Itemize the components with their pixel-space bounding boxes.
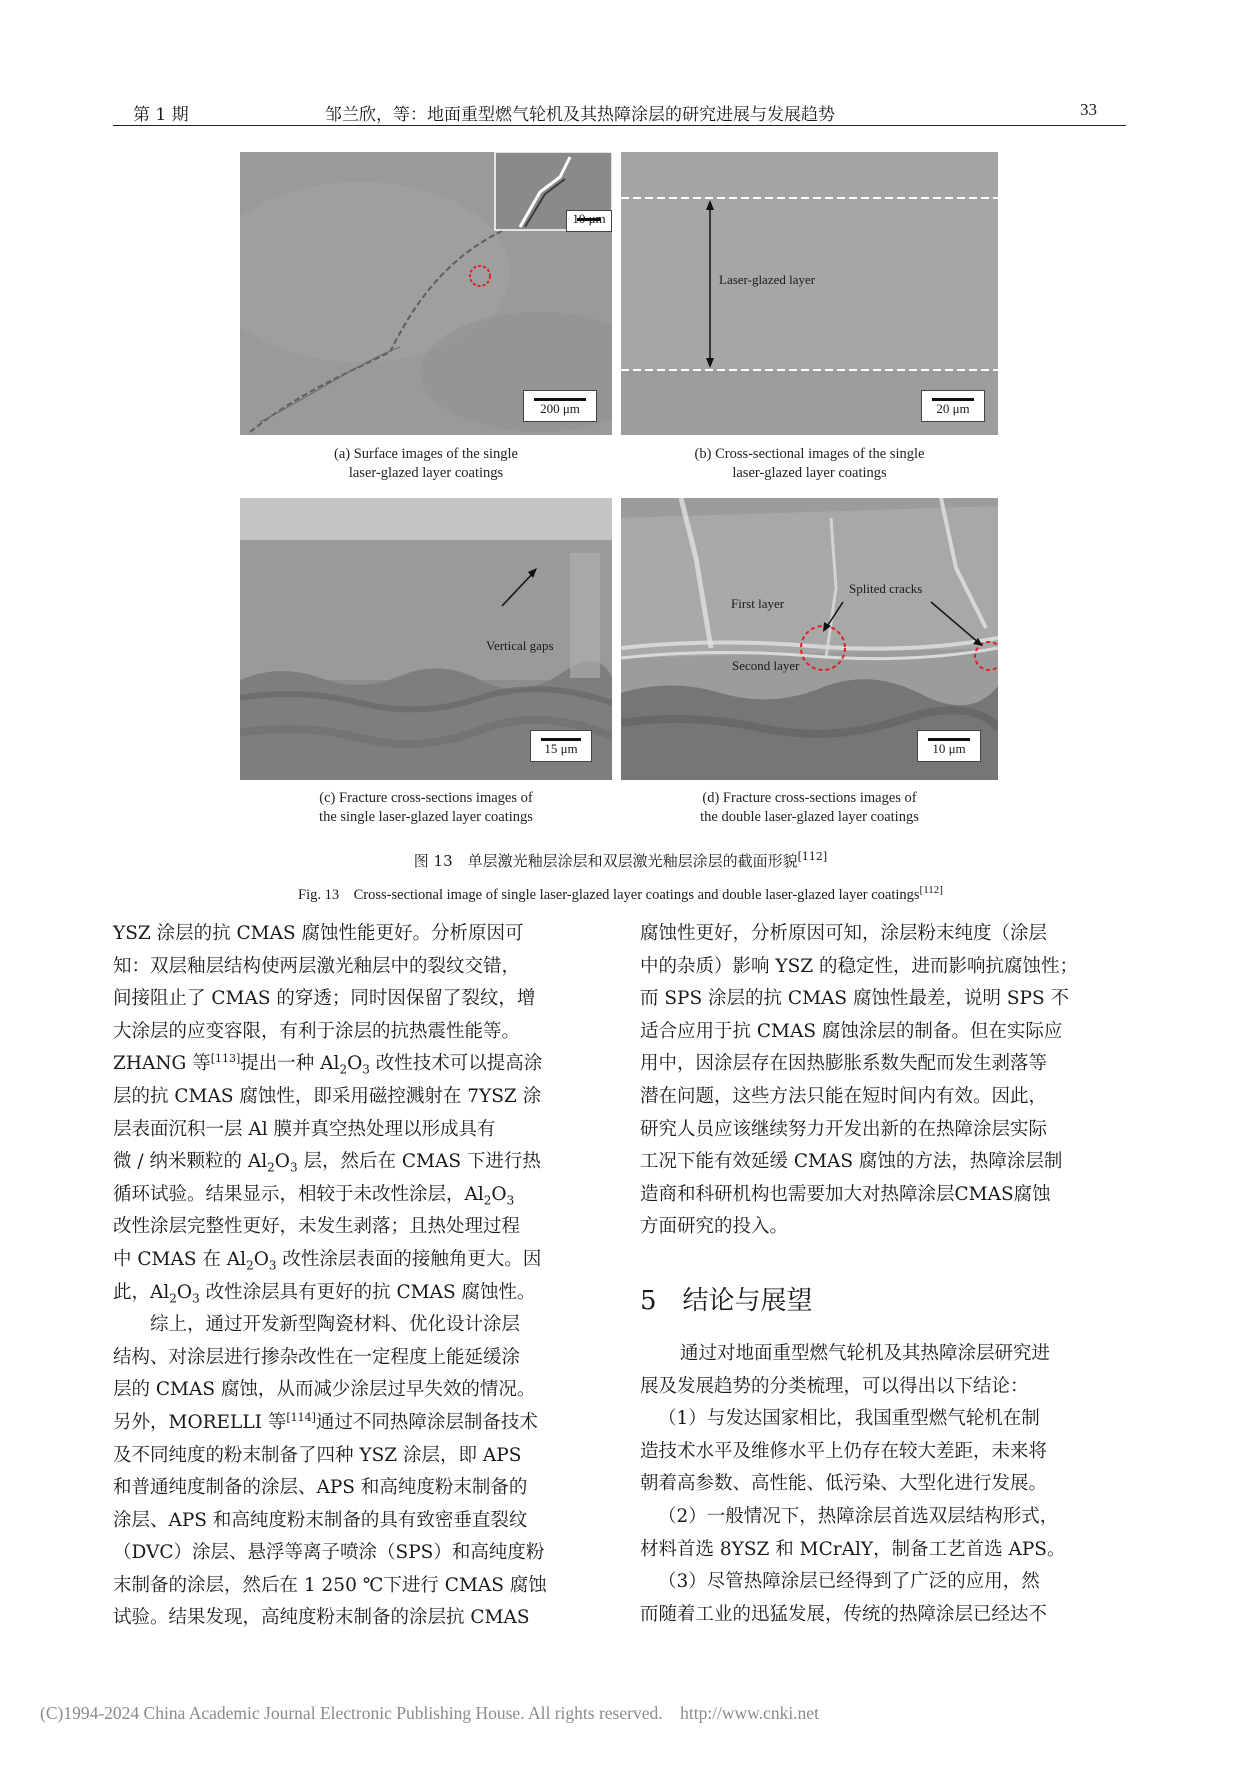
text-line: 涂层、APS 和高纯度粉末制备的具有致密垂直裂纹 <box>113 1509 528 1531</box>
text-line: 造商和科研机构也需要加大对热障涂层CMAS腐蚀 <box>640 1183 1051 1205</box>
text-line: 微 / 纳米颗粒的 $Al_2O_3$ 层，然后在 CMAS 下进行热 <box>113 1151 541 1175</box>
inset-scale-bar: 10 μm <box>566 210 612 232</box>
text-line: 用中，因涂层存在因热膨胀系数失配而发生剥落等 <box>640 1053 1048 1075</box>
second-layer-label: Second layer <box>732 658 800 673</box>
text-line: 工况下能有效延缓 CMAS 腐蚀的方法，热障涂层制 <box>640 1151 1063 1173</box>
laser-glazed-layer-label: Laser-glazed layer <box>719 272 816 287</box>
first-layer-label: First layer <box>731 596 785 611</box>
text-line: 研究人员应该继续努力开发出新的在热障涂层实际 <box>640 1118 1048 1140</box>
text-line: （DVC）涂层、悬浮等离子喷涂（SPS）和高纯度粉 <box>113 1542 545 1564</box>
scale-bar-d: 10 μm <box>917 730 981 762</box>
panel-c-caption: (c) Fracture cross-sections images of the single laser-glazed layer coatings <box>319 790 533 825</box>
panel-b-caption: (b) Cross-sectional images of the single laser-glazed layer coatings <box>694 446 925 481</box>
text-line: （1）与发达国家相比，我国重型燃气轮机在制 <box>658 1408 1040 1430</box>
text-line: 潜在问题，这些方法只能在短时间内有效。因此， <box>640 1085 1048 1107</box>
text-line: 材料首选 8YSZ 和 MCrAlY，制备工艺首选 APS。 <box>640 1538 1066 1560</box>
text-line: 改性涂层完整性更好，未发生剥落；且热处理过程 <box>113 1216 521 1238</box>
text-line: 结构、对涂层进行掺杂改性在一定程度上能延缓涂 <box>113 1346 521 1368</box>
figure-caption-en: Fig. 13 Cross-sectional image of single laser-glazed layer coatings and double laser-glazed layer coatings[112] <box>298 884 943 903</box>
panel-d-caption: (d) Fracture cross-sections images of the double laser-glazed layer coatings <box>700 790 919 825</box>
text-line: 而随着工业的迅猛发展，传统的热障涂层已经达不 <box>640 1603 1048 1625</box>
section-heading: 5 结论与展望 <box>640 1286 813 1316</box>
figure-panel-d <box>621 498 998 780</box>
text-line: 适合应用于抗 CMAS 腐蚀涂层的制备。但在实际应 <box>640 1020 1063 1042</box>
scale-bar-b: 20 μm <box>921 390 985 422</box>
text-line: 而 SPS 涂层的抗 CMAS 腐蚀性最差，说明 SPS 不 <box>640 988 1070 1010</box>
text-line: 腐蚀性更好，分析原因可知，涂层粉末纯度（涂层 <box>640 923 1048 944</box>
text-line: YSZ 涂层的抗 CMAS 腐蚀性能更好。分析原因可 <box>113 923 524 944</box>
text-line: 试验。结果发现，高纯度粉末制备的涂层抗 CMAS <box>113 1607 530 1629</box>
conclusions-text <box>640 1338 1065 1631</box>
page-number: 33 <box>1080 100 1097 119</box>
text-line: （3）尽管热障涂层已经得到了广泛的应用，然 <box>658 1571 1040 1593</box>
text-line: 另外，MORELLI 等[114]通过不同热障涂层制备技术 <box>113 1410 538 1433</box>
text-line: 造技术水平及维修水平上仍存在较大差距，未来将 <box>640 1440 1048 1462</box>
text-line: 末制备的涂层，然后在 1 250 ℃下进行 CMAS 腐蚀 <box>113 1574 547 1596</box>
issue-number: 第 1 期 <box>133 105 189 125</box>
text-line: 和普通纯度制备的涂层、APS 和高纯度粉末制备的 <box>113 1477 528 1499</box>
text-line: 中 CMAS 在 $Al_2O_3$ 改性涂层表面的接触角更大。因 <box>113 1248 542 1273</box>
text-line: 通过对地面重型燃气轮机及其热障涂层研究进 <box>680 1343 1051 1364</box>
text-line: 展及发展趋势的分类梳理，可以得出以下结论： <box>640 1375 1029 1397</box>
text-line: 知：双层釉层结构使两层激光釉层中的裂纹交错， <box>113 955 521 977</box>
text-line: 层表面沉积一层 Al 膜并真空热处理以形成具有 <box>113 1118 496 1140</box>
text-line: 中的杂质）影响 YSZ 的稳定性，进而影响抗腐蚀性； <box>640 955 1079 977</box>
text-line: 大涂层的应变容限，有利于涂层的抗热震性能等。 <box>113 1020 521 1042</box>
figure-caption-cn: 图 13 单层激光釉层涂层和双层激光釉层涂层的截面形貌[112] <box>413 850 828 870</box>
left-column <box>113 918 547 1635</box>
copyright-footer: (C)1994-2024 China Academic Journal Electronic Publishing House. All rights reserved. http://www.cnki.net <box>40 1703 819 1723</box>
figure-panel-b <box>621 152 998 435</box>
right-column <box>640 918 1078 1244</box>
text-line: 此，$Al_2O_3$ 改性涂层具有更好的抗 CMAS 腐蚀性。 <box>113 1281 536 1306</box>
text-line: 循环试验。结果显示，相较于未改性涂层，$Al_2O_3$ <box>113 1183 515 1208</box>
text-line: 层的抗 CMAS 腐蚀性，即采用磁控溅射在 7YSZ 涂 <box>113 1085 542 1107</box>
vertical-gaps-label: Vertical gaps <box>486 638 554 653</box>
splited-cracks-label: Splited cracks <box>849 581 923 596</box>
figure-panel-c <box>240 498 612 780</box>
figure-panel-a <box>240 152 612 435</box>
header-rule <box>113 125 1126 126</box>
scale-bar-a: 200 μm <box>523 390 597 422</box>
scale-bar-c: 15 μm <box>530 730 592 762</box>
text-line: 朝着高参数、高性能、低污染、大型化进行发展。 <box>640 1473 1048 1495</box>
text-line: 间接阻止了 CMAS 的穿透；同时因保留了裂纹，增 <box>113 988 536 1010</box>
text-line: ZHANG 等[113]提出一种 $Al_2O_3$ 改性技术可以提高涂 <box>113 1052 543 1078</box>
text-line: （2）一般情况下，热障涂层首选双层结构形式， <box>658 1505 1059 1527</box>
running-title: 邹兰欣，等：地面重型燃气轮机及其热障涂层的研究进展与发展趋势 <box>325 105 835 125</box>
panel-a-caption: (a) Surface images of the single laser-glazed layer coatings <box>334 446 518 481</box>
text-line: 方面研究的投入。 <box>640 1216 789 1238</box>
text-line: 层的 CMAS 腐蚀，从而减少涂层过早失效的情况。 <box>113 1379 536 1401</box>
text-line: 综上，通过开发新型陶瓷材料、优化设计涂层 <box>150 1314 521 1336</box>
text-line: 及不同纯度的粉末制备了四种 YSZ 涂层，即 APS <box>113 1444 522 1466</box>
